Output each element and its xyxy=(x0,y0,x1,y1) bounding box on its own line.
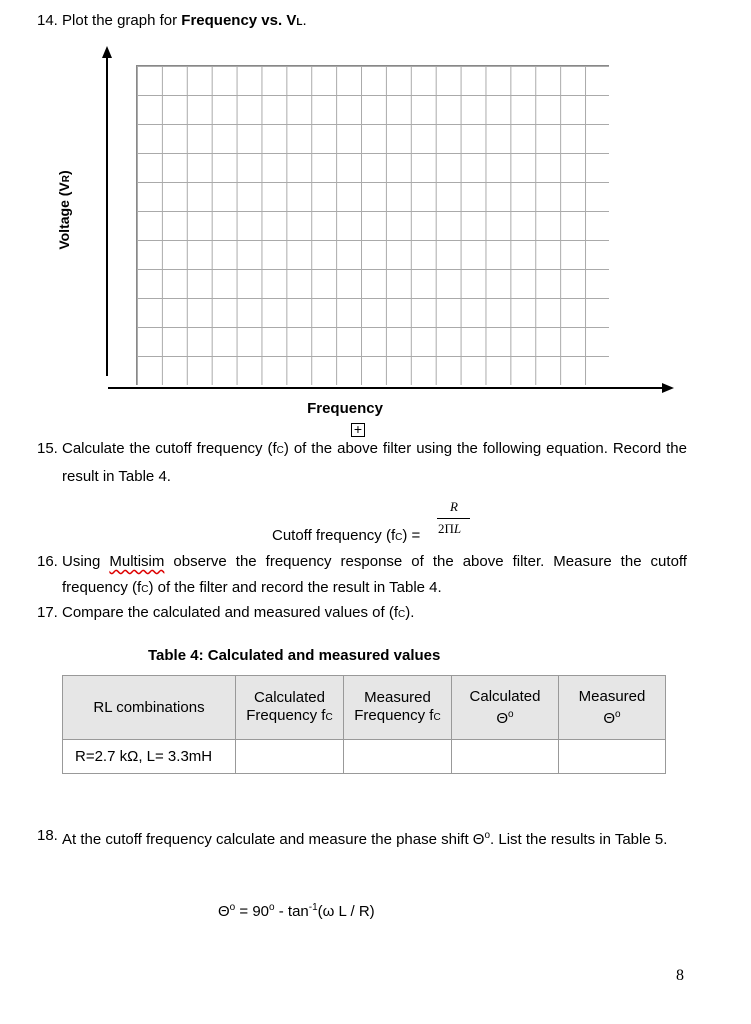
page-number: 8 xyxy=(676,967,684,984)
q15-sub: C xyxy=(276,445,284,456)
q16-number: 16. xyxy=(37,553,58,570)
x-axis-label: Frequency xyxy=(307,400,383,417)
y-axis-label-sub: R xyxy=(61,175,72,183)
header-measured-theta: Measured $\Theta^o$ xyxy=(559,676,666,740)
header-calculated-frequency: Calculated Frequency fC xyxy=(236,676,344,740)
misspelled-word[interactable]: Multisim xyxy=(109,553,165,570)
table-row xyxy=(63,740,666,774)
table-header-row xyxy=(63,676,666,740)
cell-measured-theta[interactable] xyxy=(559,740,666,774)
cell-rl: R=2.7 kΩ, L= 3.3mH xyxy=(63,740,236,774)
question-14 xyxy=(37,12,307,29)
y-axis-label: Voltage (VR) xyxy=(56,170,72,250)
header-calculated-theta: Calculated $\Theta^o$ xyxy=(452,676,559,740)
cell-calculated-theta[interactable] xyxy=(452,740,559,774)
question-15 xyxy=(37,436,687,490)
x-axis xyxy=(108,387,664,389)
table-caption: Table 4: Calculated and measured values xyxy=(148,647,441,664)
graph-grid xyxy=(136,65,609,385)
x-axis-arrow xyxy=(662,383,674,393)
results-table xyxy=(62,675,666,774)
q17-number: 17. xyxy=(37,604,58,621)
q18-number: 18. xyxy=(37,827,58,844)
phase-formula: $\Theta^o = 90^o - \tan^{-1}(\omega$ L / R) xyxy=(218,902,375,920)
formula-denominator: 2ΠL xyxy=(438,521,462,536)
y-axis xyxy=(106,56,108,376)
table-anchor-icon[interactable]: + xyxy=(351,423,365,437)
cell-calculated-frequency[interactable] xyxy=(236,740,344,774)
q15-number: 15. xyxy=(37,440,58,457)
header-measured-frequency: Measured Frequency fC xyxy=(344,676,452,740)
q14-text: Plot the graph for xyxy=(62,12,182,29)
q14-bold: Frequency vs. VL xyxy=(181,12,303,29)
formula-label: Cutoff frequency (fC) = xyxy=(272,527,421,544)
q15-text-2: ) of the above filter using the following equation. Record the result in Table 4. xyxy=(62,440,687,485)
question-17: 17. Compare the calculated and measured values of (fC). xyxy=(37,600,687,628)
header-rl-combinations: RL combinations xyxy=(63,676,236,740)
question-16: 16. Using Multisim observe the frequency response of the above filter. Measure the cutoff frequency (fC) of the filter and record the result in Table 4. xyxy=(37,549,687,603)
q15-text-1: Calculate the cutoff frequency (f xyxy=(62,440,277,457)
q14-number: 14. xyxy=(37,12,58,29)
formula-fraction-bar xyxy=(437,518,470,519)
cell-measured-frequency[interactable] xyxy=(344,740,452,774)
formula-numerator: R xyxy=(450,499,458,514)
q14-end: . xyxy=(302,12,307,29)
question-18: 18. At the cutoff frequency calculate and measure the phase shift $\Theta^o$. List the results in Table 5. xyxy=(37,823,687,853)
q14-subscript: L xyxy=(296,17,303,28)
